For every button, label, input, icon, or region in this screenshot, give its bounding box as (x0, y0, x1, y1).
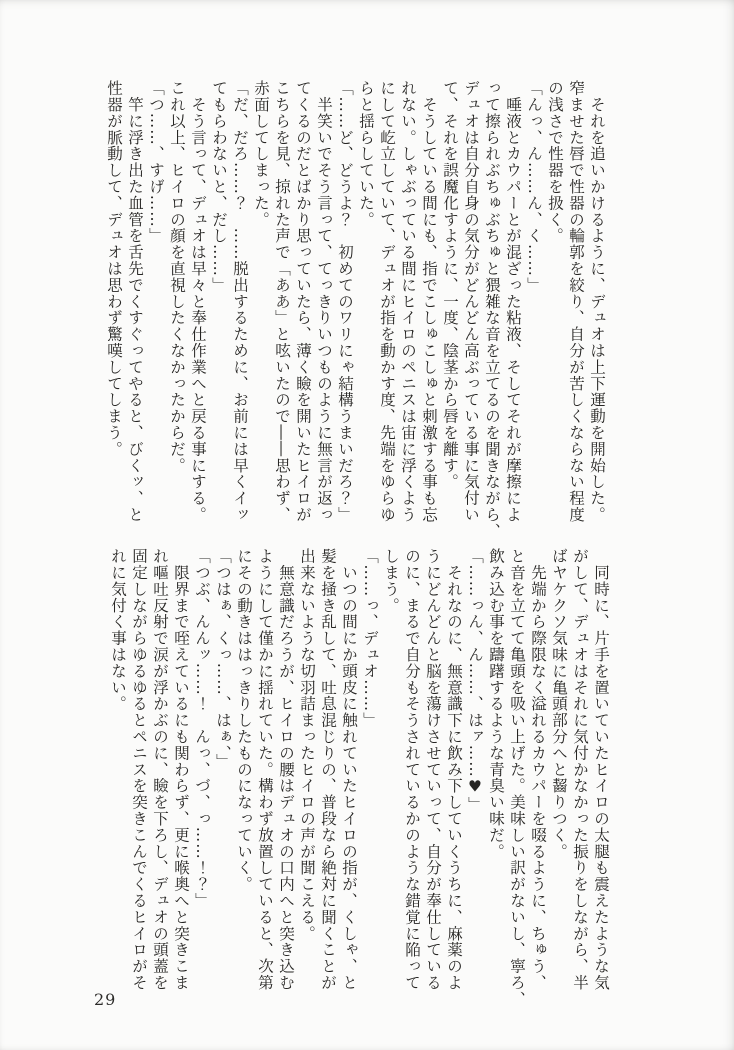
text-line: と音を立てて亀頭を吸い上げた。美味しい訳がないし、寧ろ、 (508, 548, 526, 1008)
text-line: にして屹立していて、デュオが指を動かす度、先端をゆらゆ (378, 80, 396, 523)
text-line: それなのに、無意識下に飲み下していくうちに、麻薬のよ (445, 548, 463, 991)
text-line: ようにして僅かに揺れていた。構わず放置していると、次第 (256, 548, 274, 991)
text-line: 「つ……、すげ……」 (147, 80, 165, 244)
text-line: のに、まるで自分もそうされているかのような錯覚に陥って (403, 548, 421, 991)
text-line: 髪を掻き乱して、吐息混じりの、普段なら絶対に聞くことが (319, 548, 337, 991)
text-line: 唾液とカウパーとが混ざった粘液、そしてそれが摩擦によ (504, 80, 522, 523)
text-line: 飲み込む事を躊躇するような青臭い味だ。 (487, 548, 505, 860)
text-line: これ以上、ヒイロの顔を直視したくなかったからだ。 (168, 80, 186, 474)
text-line: 先端から際限なく溢れるカウパーを啜るように、ちゅう、 (529, 548, 547, 991)
text-line: いつの間にか頭皮に触れていたヒイロの指が、くしゃ、と (340, 548, 358, 991)
text-line: 竿に浮き出た血管を舌先でくすぐってやると、びくッ、と (126, 80, 144, 523)
text-line: 赤面してしまった。 (252, 80, 270, 228)
text-line: うにどんどんと脳を蕩けさせていって、自分が奉仕している (424, 548, 442, 991)
text-line: 「つぶ、んんッ……！ んっ、づ、っ……！？」 (193, 548, 211, 909)
text-line: にその動きははっきりしたものになっていく。 (235, 548, 253, 893)
text-line: の浅さで性器を扱く。 (546, 80, 564, 244)
text-line: 半笑いでそう言って、てっきりいつものように無言が返っ (315, 80, 333, 523)
text-line: 「……ど、どうよ？ 初めてのワリにゃ結構うまいだろ？」 (336, 80, 354, 523)
text-line: 「つはぁ、くっ……、はぁ、」 (214, 548, 232, 770)
text-line: こちらを見、掠れた声で「ああ」と呟いたので――思わず、 (273, 80, 291, 523)
text-line: れない。しゃぶっている間にヒイロのペニスは宙に浮くよう (399, 80, 417, 523)
text-line: れに気付く事はない。 (109, 548, 127, 712)
page-number: 29 (94, 990, 117, 1009)
text-line: れ嘔吐反射で涙が浮かぶのに、瞼を下ろし、デュオの頭蓋を (151, 548, 169, 991)
text-line: 「んっ、ん……ん、く……」 (525, 80, 543, 294)
text-line: 「だ、だろ……？ ……脱出するために、お前には早くイッ (231, 80, 249, 523)
text-line: 無意識だろうが、ヒイロの腰はデュオの口内へと突き込む (277, 548, 295, 991)
upper-text-block (103, 80, 607, 540)
text-line: 出来ないような切羽詰まったヒイロの声が聞こえる。 (298, 548, 316, 942)
text-line: そうしている間にも、指でこしゅこしゅと刺激する事も忘 (420, 80, 438, 523)
text-line: って擦られぶちゅぶちゅと猥雑な音を立てるのを聞きながら、 (483, 80, 501, 540)
text-line: デュオは自分自身の気分がどんどん高ぶっている事に気付い (462, 80, 480, 523)
text-line: てくるのだとばかり思っていたら、薄く瞼を開いたヒイロが (294, 80, 312, 523)
text-line: がして、デュオはそれに気付かなかった振りをしながら、半 (571, 548, 589, 991)
text-line: 窄ませた唇で性器の輪郭を絞り、自分が苦しくならない程度 (567, 80, 585, 523)
text-line: そう言って、デュオは早々と奉仕作業へと戻る事にする。 (189, 80, 207, 523)
text-line: しまう。 (382, 548, 400, 614)
text-line: 性器が脈動して、デュオは思わず驚嘆してしまう。 (105, 80, 123, 458)
text-line: 同時に、片手を置いていたヒイロの太腿も震えたような気 (592, 548, 610, 991)
text-line: 「……っ、デュオ……」 (361, 548, 379, 729)
text-line: 限界まで咥えているにも関わらず、更に喉奥へと突きこま (172, 548, 190, 991)
text-line: てもらわないと、だし……」 (210, 80, 228, 294)
text-line: 「……っん、ん……、はァ……♥」 (466, 548, 484, 813)
text-line: 固定しながらゆるゆるとペニスを突きこんでくるヒイロがそ (130, 548, 148, 991)
text-line: それを追いかけるように、デュオは上下運動を開始した。 (588, 80, 606, 523)
text-line: て、それを誤魔化すように、一度、陰茎から唇を離す。 (441, 80, 459, 490)
lower-text-block (107, 548, 611, 1008)
text-line: らと揺らしていた。 (357, 80, 375, 228)
text-line: ばヤケクソ気味に亀頭部分へと齧りつく。 (550, 548, 568, 860)
